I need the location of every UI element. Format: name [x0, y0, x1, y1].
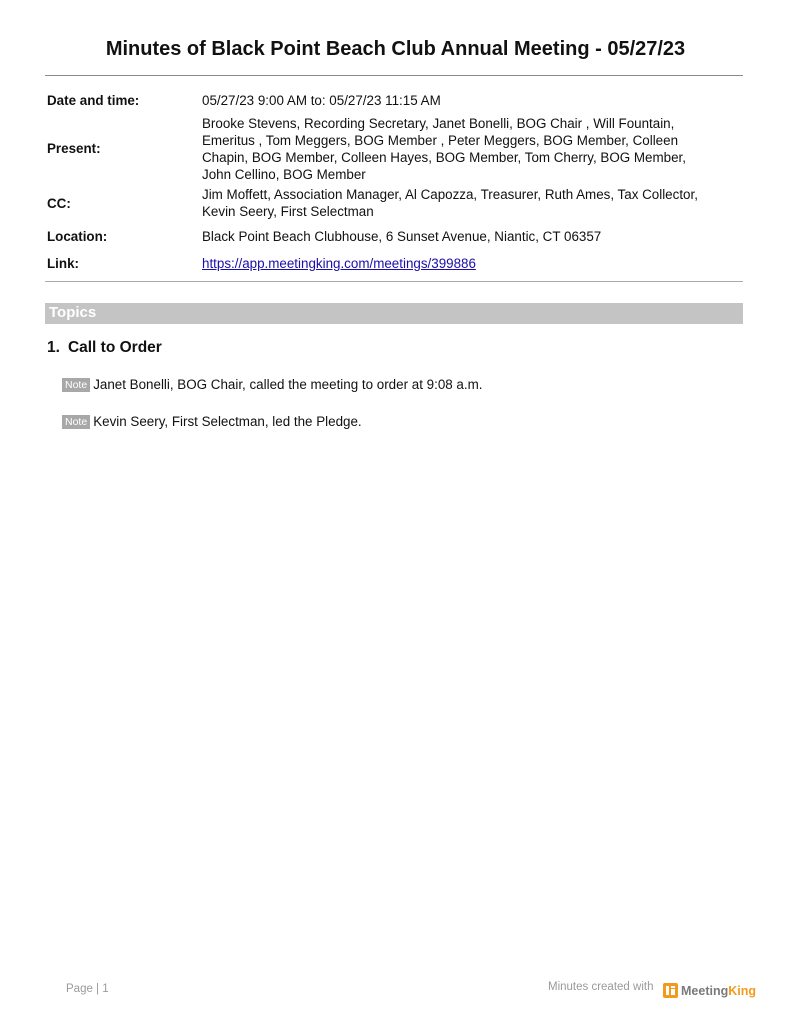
note-tag: Note [62, 415, 90, 429]
note-item [62, 376, 482, 393]
cc-line: Kevin Seery, First Selectman [202, 204, 374, 219]
cc-label: CC: [47, 196, 71, 211]
meetingking-logo[interactable] [663, 982, 756, 1000]
present-label: Present: [47, 141, 101, 156]
topics-header-bar [45, 303, 743, 324]
meetingking-logo-icon [663, 983, 678, 998]
meta-divider [45, 281, 743, 282]
note-text: Janet Bonelli, BOG Chair, called the meeting to order at 9:08 a.m. [93, 377, 483, 392]
topic-number: 1. [47, 339, 60, 356]
present-line: Chapin, BOG Member, Colleen Hayes, BOG Member, Tom Cherry, BOG Member, [202, 150, 686, 165]
cc-line: Jim Moffett, Association Manager, Al Capozza, Treasurer, Ruth Ames, Tax Collector, [202, 187, 698, 202]
meeting-link[interactable]: https://app.meetingking.com/meetings/399886 [202, 256, 476, 271]
footer-credit: Minutes created with [548, 981, 654, 993]
note-tag: Note [62, 378, 90, 392]
present-value [202, 115, 742, 183]
location-value: Black Point Beach Clubhouse, 6 Sunset Avenue, Niantic, CT 06357 [202, 229, 602, 244]
logo-text-meeting: Meeting [681, 983, 729, 998]
page-number: Page | 1 [66, 983, 109, 995]
note-item [62, 413, 362, 430]
date-label: Date and time: [47, 93, 140, 108]
present-line: Brooke Stevens, Recording Secretary, Janet Bonelli, BOG Chair , Will Fountain, [202, 116, 675, 131]
topic-heading [47, 339, 162, 357]
topics-header: Topics [49, 304, 97, 321]
date-value: 05/27/23 9:00 AM to: 05/27/23 11:15 AM [202, 93, 441, 108]
logo-text [681, 984, 756, 998]
logo-text-king: King [728, 983, 757, 998]
link-label: Link: [47, 256, 79, 271]
note-text: Kevin Seery, First Selectman, led the Pledge. [93, 414, 362, 429]
present-line: Emeritus , Tom Meggers, BOG Member , Peter Meggers, BOG Member, Colleen [202, 133, 679, 148]
location-label: Location: [47, 229, 108, 244]
topic-title: Call to Order [67, 339, 162, 356]
title-divider [45, 75, 743, 76]
cc-value [202, 186, 742, 220]
document-title: Minutes of Black Point Beach Club Annual Meeting - 05/27/23 [105, 38, 686, 60]
present-line: John Cellino, BOG Member [202, 167, 366, 182]
